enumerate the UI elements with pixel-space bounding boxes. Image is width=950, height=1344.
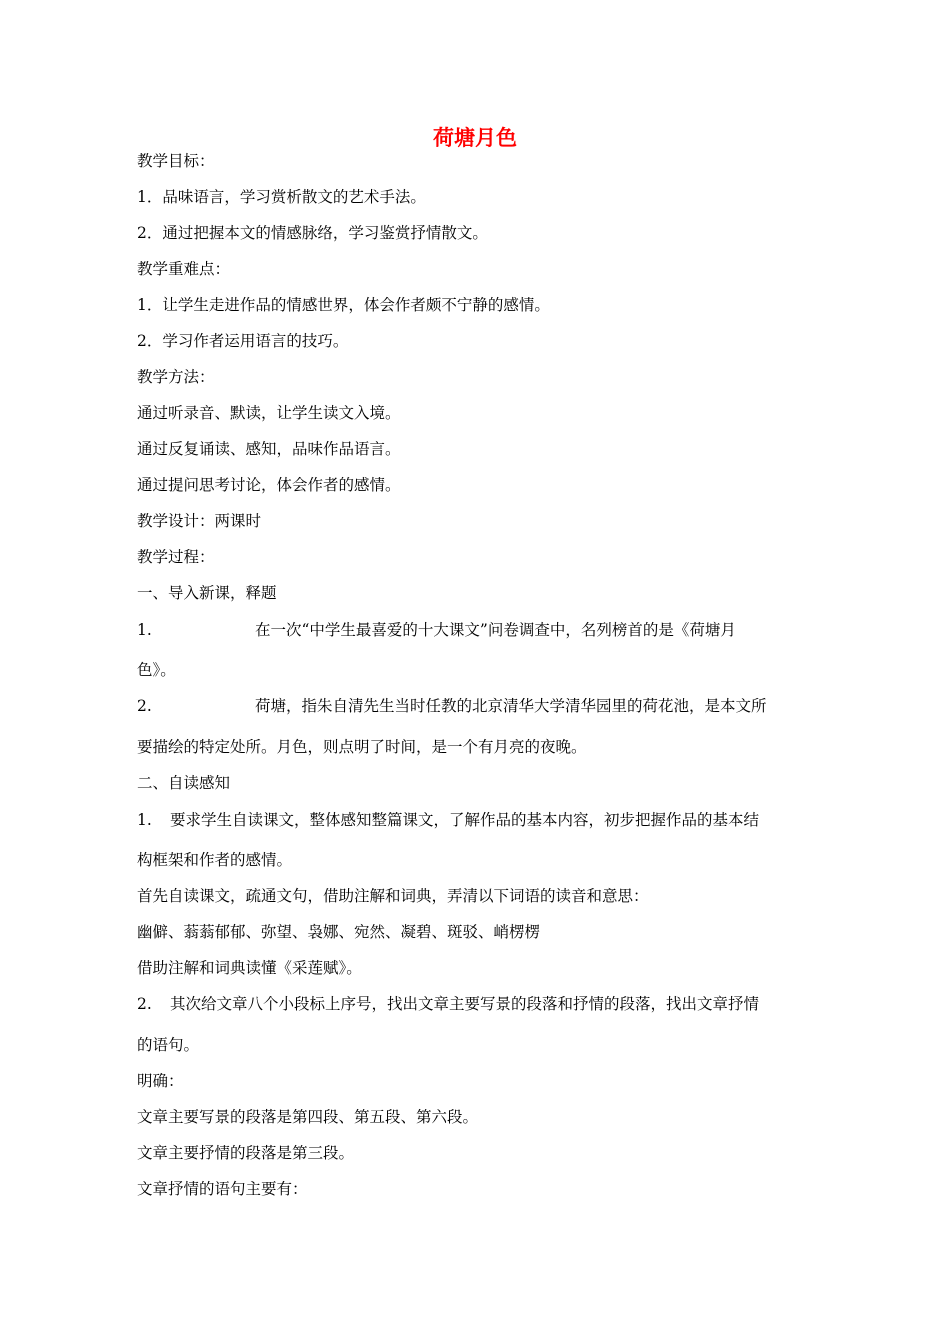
list-item: [137, 620, 817, 640]
reading-intro: 首先自读课文，疏通文句，借助注解和词典，弄清以下词语的读音和意思：: [137, 887, 649, 905]
process-heading: 教学过程：: [137, 548, 215, 566]
item-text: 要求学生自读课文，整体感知整篇课文，了解作品的基本内容，初步把握作品的基本结: [170, 811, 760, 829]
objective-item: 1．品味语言，学习赏析散文的艺术手法。: [137, 188, 426, 206]
method-item: 通过听录音、默读，让学生读文入境。: [137, 404, 401, 422]
method-item: 通过反复诵读、感知，品味作品语言。: [137, 440, 401, 458]
item-number: 2.: [137, 697, 152, 715]
document-title: 荷塘月色: [433, 126, 517, 150]
item-text: 荷塘，指朱自清先生当时任教的北京清华大学清华园里的荷花池，是本文所: [255, 697, 767, 715]
reading-note: 借助注解和词典读懂《采莲赋》。: [137, 959, 362, 977]
key-point-item: 1．让学生走进作品的情感世界，体会作者颇不宁静的感情。: [137, 296, 550, 314]
vocabulary-list: 幽僻、蓊蓊郁郁、弥望、袅娜、宛然、凝碧、斑驳、峭楞楞: [137, 923, 541, 941]
list-item: [137, 810, 817, 830]
method-item: 通过提问思考讨论，体会作者的感情。: [137, 476, 401, 494]
item-text: 在一次“中学生最喜爱的十大课文”问卷调查中，名列榜首的是《荷塘月: [255, 621, 736, 639]
answer-line: 文章主要抒情的段落是第三段。: [137, 1144, 355, 1162]
clarify-heading: 明确：: [137, 1072, 184, 1090]
objective-item: 2．通过把握本文的情感脉络，学习鉴赏抒情散文。: [137, 224, 488, 242]
item-number: 1.: [137, 621, 152, 639]
key-points-heading: 教学重难点：: [137, 260, 231, 278]
methods-heading: 教学方法：: [137, 368, 215, 386]
item-number: 2.: [137, 995, 152, 1013]
objectives-heading: 教学目标：: [137, 152, 215, 170]
key-point-item: 2．学习作者运用语言的技巧。: [137, 332, 349, 350]
design-line: 教学设计：两课时: [137, 512, 262, 530]
item-continuation: 的语句。: [137, 1036, 200, 1054]
answer-line: 文章主要写景的段落是第四段、第五段、第六段。: [137, 1108, 479, 1126]
list-item: [137, 696, 817, 716]
item-continuation: 构框架和作者的感情。: [137, 851, 293, 869]
item-number: 1.: [137, 811, 152, 829]
item-continuation: 色》。: [137, 661, 176, 679]
answer-line: 文章抒情的语句主要有：: [137, 1180, 308, 1198]
section2-heading: 二、自读感知: [137, 774, 231, 792]
item-text: 其次给文章八个小段标上序号，找出文章主要写景的段落和抒情的段落，找出文章抒情: [170, 995, 760, 1013]
section1-heading: 一、导入新课，释题: [137, 584, 277, 602]
list-item: [137, 994, 817, 1014]
item-continuation: 要描绘的特定处所。月色，则点明了时间，是一个有月亮的夜晚。: [137, 738, 587, 756]
